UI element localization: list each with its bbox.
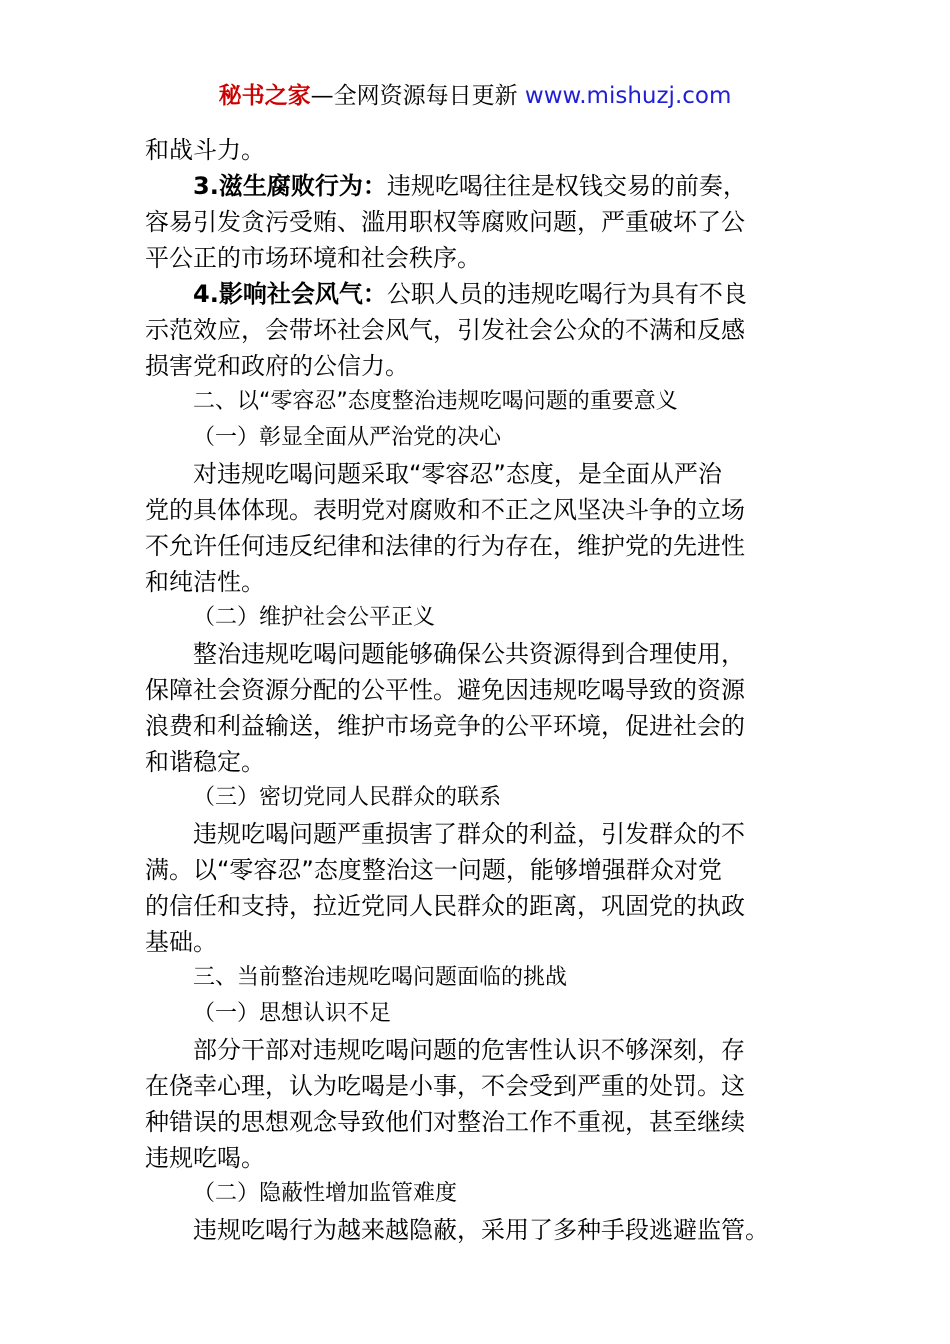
paragraph-line: 浪费和利益输送，维护市场竞争的公平环境，促进社会的: [145, 712, 745, 740]
paragraph-line: 违规吃喝。: [145, 1144, 265, 1172]
section-heading: 三、当前整治违规吃喝问题面临的挑战: [193, 965, 568, 990]
item-text: 违规吃喝往往是权钱交易的前奏，: [386, 172, 747, 200]
site-url-link[interactable]: www.mishuzj.com: [524, 83, 732, 109]
paragraph-line: 和纯洁性。: [145, 568, 265, 596]
subsection-heading: （二）维护社会公平正义: [193, 605, 436, 630]
paragraph-line: 整治违规吃喝问题能够确保公共资源得到合理使用，: [193, 640, 745, 668]
paragraph-line: 违规吃喝行为越来越隐蔽，采用了多种手段逃避监管。: [193, 1216, 769, 1244]
site-brand: 秘书之家: [218, 83, 311, 109]
list-item-4: [145, 276, 815, 312]
paragraph-line: 保障社会资源分配的公平性。避免因违规吃喝导致的资源: [145, 676, 745, 704]
document-body: [145, 132, 815, 1248]
paragraph-line: 对违规吃喝问题采取“零容忍”态度，是全面从严治: [193, 460, 722, 488]
site-tagline: —全网资源每日更新: [310, 83, 518, 109]
paragraph-line: 违规吃喝问题严重损害了群众的利益，引发群众的不: [193, 820, 745, 848]
paragraph-line: 在侥幸心理，认为吃喝是小事，不会受到严重的处罚。这: [145, 1072, 745, 1100]
paragraph-line: 损害党和政府的公信力。: [145, 352, 409, 380]
paragraph-line: 种错误的思想观念导致他们对整治工作不重视，甚至继续: [145, 1108, 745, 1136]
paragraph-line: 基础。: [145, 928, 217, 956]
list-item-3: [145, 168, 815, 204]
item-label: 4.影响社会风气：: [193, 280, 387, 308]
paragraph-line: 部分干部对违规吃喝问题的危害性认识不够深刻，存: [193, 1036, 745, 1064]
item-text: 公职人员的违规吃喝行为具有不良: [386, 280, 747, 308]
subsection-heading: （二）隐蔽性增加监管难度: [193, 1181, 458, 1206]
paragraph-line: 不允许任何违反纪律和法律的行为存在，维护党的先进性: [145, 532, 745, 560]
paragraph-line: 容易引发贪污受贿、滥用职权等腐败问题，严重破坏了公: [145, 208, 745, 236]
subsection-heading: （一）彰显全面从严治党的决心: [193, 425, 502, 450]
paragraph-line: 和谐稳定。: [145, 748, 265, 776]
paragraph-line: 党的具体体现。表明党对腐败和不正之风坚决斗争的立场: [145, 496, 745, 524]
section-heading: 二、以“零容忍”态度整治违规吃喝问题的重要意义: [193, 389, 678, 414]
paragraph-line: 示范效应，会带坏社会风气，引发社会公众的不满和反感: [145, 316, 745, 344]
site-header: [0, 80, 950, 112]
paragraph-line: 的信任和支持，拉近党同人民群众的距离，巩固党的执政: [145, 892, 745, 920]
subsection-heading: （一）思想认识不足: [193, 1001, 392, 1026]
item-label: 3.滋生腐败行为：: [193, 172, 387, 200]
paragraph-line: 平公正的市场环境和社会秩序。: [145, 244, 481, 272]
subsection-heading: （三）密切党同人民群众的联系: [193, 785, 502, 810]
paragraph-line: 和战斗力。: [145, 136, 265, 164]
paragraph-line: 满。以“零容忍”态度整治这一问题，能够增强群众对党: [145, 856, 722, 884]
